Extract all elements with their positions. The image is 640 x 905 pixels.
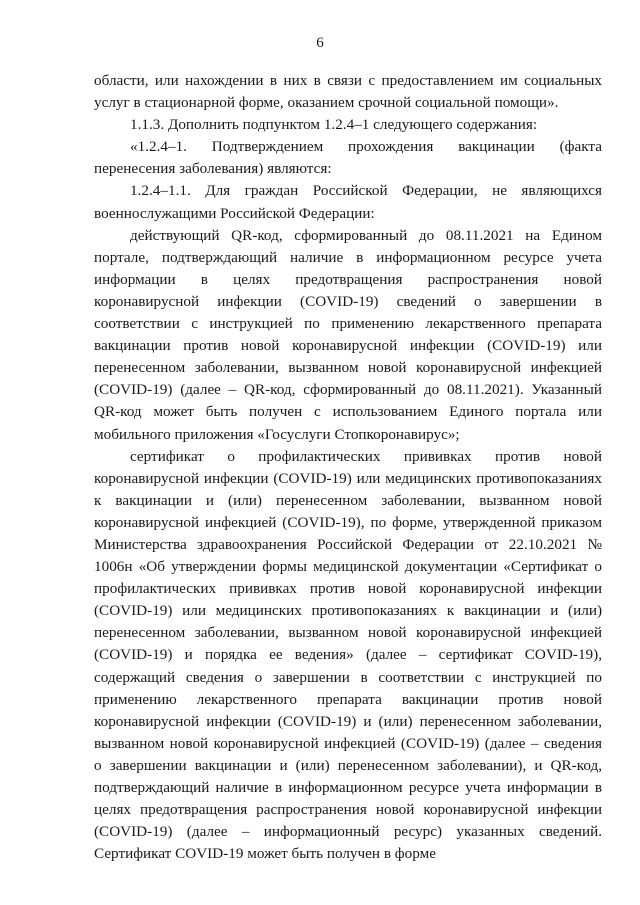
page-number: 6 bbox=[316, 35, 324, 51]
paragraph-certificate: сертификат о профилактических прививках против новой коронавирусной инфекции (COVID-19) или медицинских противопоказаниях к вакцинации и (или) перенесенном заболевании, вызванном новой коронавирусной инфекцией (COVID-19), по форме, утвержденной приказом Министерства здравоохранения Российской Федерации от 22.10.2021 № 1006н «Об утверждении формы медицинской документации «Сертификат о профилактических прививках против новой коронавирусной инфекции (COVID-19) или медицинских противопоказаниях к вакцинации и (или) перенесенном заболевании, вызванном новой коронавирусной инфекцией (COVID-19) и порядка ее ведения» (далее – сертификат COVID-19), содержащий сведения о завершении в соответствии с инструкцией по применению лекарственного препарата вакцинации против новой коронавирусной инфекции (COVID-19) и (или) перенесенном заболевании, вызванном новой коронавирусной инфекцией (COVID-19) (далее – сведения о завершении вакцинации и (или) перенесенном заболевании), и QR-код, подтверждающий наличие в информационном ресурсе учета информации в целях предотвращения распространения новой коронавирусной инфекции (COVID-19) (далее – информационный ресурс) указанных сведений. Сертификат COVID-19 может быть получен в форме bbox=[94, 447, 602, 863]
paragraph-1-2-4-1: «1.2.4–1. Подтверждением прохождения вакцинации (факта перенесения заболевания) являются: bbox=[94, 138, 602, 178]
paragraph-continuation: области, или нахождении в них в связи с предоставлением им социальных услуг в стационарной форме, оказанием срочной социальной помощи». bbox=[94, 72, 602, 112]
paragraph-1-1-3: 1.1.3. Дополнить подпунктом 1.2.4–1 следующего содержания: bbox=[130, 116, 538, 134]
paragraph-1-2-4-1-1: 1.2.4–1.1. Для граждан Российской Федерации, не являющихся военнослужащими Российской Федерации: bbox=[94, 182, 602, 222]
document-body bbox=[94, 70, 602, 865]
paragraph-qr-code: действующий QR-код, сформированный до 08.11.2021 на Едином портале, подтверждающий наличие в информационном ресурсе учета информации в целях предотвращения распространения новой коронавирусной инфекции (COVID-19) сведений о завершении в соответствии с инструкцией по применению лекарственного препарата вакцинации против новой коронавирусной инфекции (COVID-19) или перенесенном заболевании, вызванном новой коронавирусной инфекцией (COVID-19) (далее – QR-код, сформированный до 08.11.2021). Указанный QR-код может быть получен с использованием Единого портала или мобильного приложения «Госуслуги Стопкоронавирус»; bbox=[94, 226, 602, 443]
